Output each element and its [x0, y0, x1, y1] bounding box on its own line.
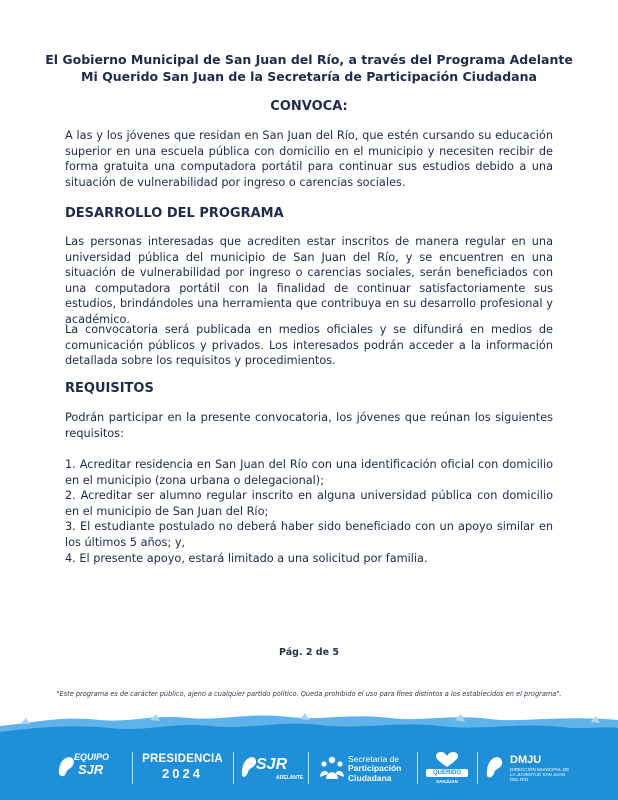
dmju-logo: DMJU DIRECCIÓN MUNICIPAL DE LA JUVENTUD SAN JUAN DEL RÍO: [484, 754, 574, 784]
document-header: [40, 51, 578, 85]
equipo-sjr-logo: EQUIPO SJR: [56, 752, 126, 782]
footer-divider: [477, 752, 478, 784]
requisitos-heading: REQUISITOS: [65, 381, 154, 396]
header-line-1: El Gobierno Municipal de San Juan del Río, a través del Programa Adelante: [45, 52, 573, 67]
convoca-heading: CONVOCA:: [270, 99, 348, 114]
desarrollo-heading: DESARROLLO DEL PROGRAMA: [65, 206, 284, 221]
footer-divider: [233, 752, 234, 784]
footer-divider: [417, 752, 418, 784]
requisitos-list: [65, 457, 553, 566]
sjr-adelante-logo: SJR ADELANTE: [240, 754, 300, 784]
intro-paragraph: A las y los jóvenes que residan en San Juan del Río, que estén cursando su educación superior en una escuela pública con domicilio en el municipio y necesiten recibir de forma gratuita una computadora portátil para continuar sus estudios debido a una situación de vulnerabilidad por ingreso o carencias sociales.: [65, 129, 553, 189]
requisitos-intro: Podrán participar en la presente convocatoria, los jóvenes que reúnan los siguientes requisitos:: [65, 411, 553, 440]
list-item: 3. El estudiante postulado no deberá haber sido beneficiado con un apoyo similar en los últimos 5 años; y,: [65, 520, 553, 549]
secretaria-participacion-logo: Secretaría de Participación Ciudadana: [318, 754, 413, 784]
presidencia-2024-logo: PRESIDENCIA 2024: [142, 753, 223, 781]
heart-icon: [436, 752, 458, 768]
footer-divider: [308, 752, 309, 784]
disclaimer: "Este programa es de carácter público, ajeno a cualquier partido político. Queda prohibido el uso para fines distintos a los establecidos en el programa".: [56, 690, 562, 698]
querido-san-juan-logo: QUERIDO SANJUAN: [424, 752, 470, 786]
list-item: 4. El presente apoyo, estará limitado a una solicitud por familia.: [65, 551, 428, 565]
lion-icon: [56, 754, 76, 780]
list-item: 2. Acreditar ser alumno regular inscrito en alguna universidad pública con domicilio en el municipio de San Juan del Río;: [65, 489, 553, 518]
lion-icon: [484, 754, 506, 780]
page-number: Pág. 2 de 5: [279, 647, 339, 658]
footer-divider: [132, 752, 133, 784]
people-icon: [320, 755, 344, 781]
list-item: 1. Acreditar residencia en San Juan del Río con una identificación oficial con domicilio en el municipio (zona urbana o delegacional);: [65, 458, 553, 487]
header-line-2: Mi Querido San Juan de la Secretaría de Participación Ciudadana: [81, 69, 537, 84]
desarrollo-paragraph-2: La convocatoria será publicada en medios oficiales y se difundirá en medios de comunicación públicos y privados. Los interesados podrán acceder a la información detallada sobre los requisitos y procedimientos.: [65, 323, 553, 368]
desarrollo-paragraph-1: Las personas interesadas que acrediten estar inscritos de manera regular en una universidad pública del municipio de San Juan del Río, y se encuentren en una situación de vulnerabilidad por ingreso o carencias sociales, serán beneficiados con una computadora portátil con la finalidad de continuar satisfactoriamente sus estudios, brindándoles una herramienta que contribuya en su desarrollo profesional y académico.: [65, 235, 553, 326]
